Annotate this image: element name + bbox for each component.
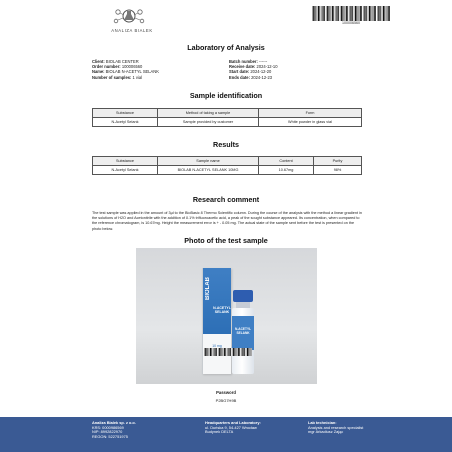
table-cell: 10.67mg — [259, 166, 314, 175]
footer-line: KRS: 0000986569 — [92, 424, 124, 430]
research-comment-heading: Research comment — [192, 195, 260, 204]
table-cell: 98% — [314, 166, 362, 175]
footer-line: NIP: 8992822970 — [92, 429, 123, 435]
vial-cap — [233, 290, 253, 302]
footer-line: Analysis and research specialist — [308, 424, 364, 430]
product-box — [202, 268, 231, 374]
column-header: Sample name — [158, 157, 259, 166]
company-logo-text: ANALIZA BIALEK — [111, 28, 153, 33]
document-barcode-icon — [312, 6, 390, 21]
sample-identification-heading: Sample identification — [189, 91, 263, 100]
footer-line: Budynek DELTA — [205, 429, 234, 435]
document-number: 100006560 — [342, 21, 360, 25]
footer-line: ul. Duńska 9, 54-427 Wrocław — [205, 424, 257, 430]
info-row: Name: BIOLAB N-ACETYL SELANK — [92, 69, 159, 75]
password-value: P2BG7H9B — [215, 398, 237, 403]
footer-headquarters-title: Headquarters and Laboratory: — [205, 420, 261, 425]
sample-barcode-icon — [204, 348, 252, 356]
column-header: Substance — [93, 109, 158, 118]
footer-technician — [308, 421, 363, 435]
info-row: Ends date: 2024-12-23 — [229, 74, 273, 80]
sample-identification-table — [92, 108, 362, 127]
info-row: Client: BIOLAB CENTER — [92, 59, 139, 64]
footer-headquarters — [205, 421, 261, 435]
info-row: Batch number: ------ — [229, 59, 268, 64]
table-row — [93, 166, 362, 175]
info-row: Order number: 100006560 — [92, 64, 143, 70]
table-header-row — [93, 157, 362, 166]
box-dose-label: 10 mg — [212, 344, 222, 348]
footer — [0, 417, 452, 452]
table-row — [93, 118, 362, 127]
password-label: Password — [216, 390, 236, 395]
table-header-row — [93, 109, 362, 118]
results-heading: Results — [213, 140, 239, 149]
report-title: Laboratory of Analysis — [187, 43, 265, 52]
footer-line: REGON: 522751975 — [92, 433, 128, 439]
vial-label-text: N-ACETYL SELANK — [234, 327, 252, 335]
column-header: Content — [259, 157, 314, 166]
table-cell: White powder in glass vial — [259, 118, 362, 127]
column-header: Form — [259, 109, 362, 118]
sample-vial — [232, 290, 254, 374]
column-header: Purity — [314, 157, 362, 166]
info-row: Start date: 2024-12-20 — [229, 69, 272, 75]
footer-company-title: Analiza Bialek sp. z o.o. — [92, 420, 136, 425]
column-header: Method of taking a sample — [158, 109, 259, 118]
table-cell: Sample provided by customer — [158, 118, 259, 127]
client-info-right — [229, 59, 278, 80]
footer-line: mgr Arkadiusz Zając — [308, 429, 344, 435]
footer-technician-title: Lab technician: — [308, 420, 337, 425]
info-row: Number of samples: 1 vial — [92, 74, 143, 80]
table-cell: BIOLAB N-ACETYL SELANK 10MG — [158, 166, 259, 175]
research-comment-text: The test sample was applied in the amount of 3µl to the BioBasic 8 Thermo Scientific column. During the course of the analysis with the method a linear gradient in the solutions of H2O and Acetonitrile with the addition of 0.1% trifluoroacetic acid, a peak of the sought substance appeared. Its concentration, when compared to the reference chromatogram, is 10.67mg. Height the measurement error is + - 0.05 mg. The actual state of the sample sent before the test is presented on the photo below. — [92, 211, 362, 231]
info-row: Receive date: 2024-12-10 — [229, 64, 278, 70]
sample-photo — [136, 248, 317, 384]
footer-company — [92, 421, 136, 439]
lab-flask-logo-icon — [108, 5, 150, 27]
table-cell: N-Acetyl Selank — [93, 118, 158, 127]
results-table — [92, 156, 362, 175]
photo-heading: Photo of the test sample — [184, 236, 268, 245]
client-info-left — [92, 59, 159, 80]
table-cell: N-Acetyl Selank — [93, 166, 158, 175]
column-header: Substance — [93, 157, 158, 166]
box-product-name: N-ACETYL SELANK — [213, 306, 231, 314]
box-brand-label: BIOLAB — [205, 277, 211, 300]
